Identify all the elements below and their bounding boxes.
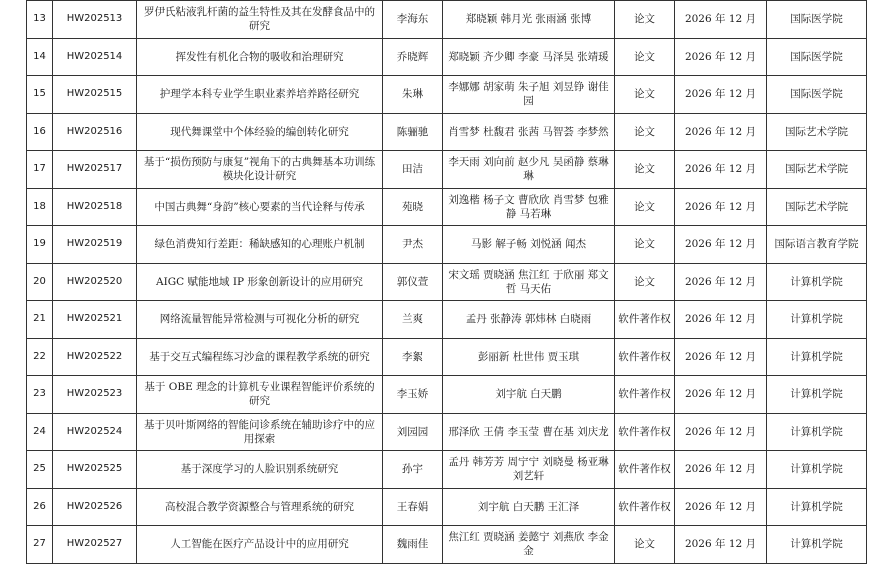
project-leader: 刘园园 xyxy=(383,413,443,451)
project-leader: 陈骊驰 xyxy=(383,113,443,151)
completion-date: 2026 年 12 月 xyxy=(675,526,767,564)
project-leader: 李海东 xyxy=(383,1,443,39)
project-members: 郑晓颖 齐少卿 李豪 马泽昊 张靖瑗 xyxy=(443,38,615,76)
project-members: 刘宇航 白天鹏 王汇泽 xyxy=(443,488,615,526)
row-number: 27 xyxy=(27,526,53,564)
project-code: HW202513 xyxy=(53,1,137,39)
result-type: 论文 xyxy=(615,263,675,301)
completion-date: 2026 年 12 月 xyxy=(675,451,767,489)
college-name: 国际艺术学院 xyxy=(767,188,867,226)
project-code: HW202519 xyxy=(53,226,137,264)
result-type: 论文 xyxy=(615,526,675,564)
project-members: 郑晓颖 韩月光 张雨涵 张博 xyxy=(443,1,615,39)
completion-date: 2026 年 12 月 xyxy=(675,113,767,151)
college-name: 计算机学院 xyxy=(767,301,867,339)
result-type: 软件著作权 xyxy=(615,451,675,489)
project-members: 焦江红 贾晓涵 姜懿宁 刘燕欣 李金金 xyxy=(443,526,615,564)
completion-date: 2026 年 12 月 xyxy=(675,38,767,76)
project-code: HW202514 xyxy=(53,38,137,76)
project-code: HW202522 xyxy=(53,338,137,376)
result-type: 论文 xyxy=(615,113,675,151)
completion-date: 2026 年 12 月 xyxy=(675,76,767,114)
row-number: 23 xyxy=(27,376,53,414)
row-number: 18 xyxy=(27,188,53,226)
row-number: 17 xyxy=(27,151,53,189)
completion-date: 2026 年 12 月 xyxy=(675,488,767,526)
table-row xyxy=(27,526,867,564)
table-row xyxy=(27,113,867,151)
project-members: 孟丹 张静涛 郭炜林 白晓雨 xyxy=(443,301,615,339)
table-row xyxy=(27,226,867,264)
college-name: 国际医学院 xyxy=(767,38,867,76)
table-body xyxy=(27,1,867,564)
result-type: 论文 xyxy=(615,188,675,226)
result-type: 论文 xyxy=(615,38,675,76)
project-title: 护理学本科专业学生职业素养培养路径研究 xyxy=(137,76,383,114)
project-leader: 朱琳 xyxy=(383,76,443,114)
result-type: 软件著作权 xyxy=(615,376,675,414)
completion-date: 2026 年 12 月 xyxy=(675,188,767,226)
project-title: 绿色消费知行差距：稀缺感知的心理账户机制 xyxy=(137,226,383,264)
project-code: HW202518 xyxy=(53,188,137,226)
project-code: HW202521 xyxy=(53,301,137,339)
project-members: 李天雨 刘向前 赵少凡 吴函静 蔡琳琳 xyxy=(443,151,615,189)
row-number: 14 xyxy=(27,38,53,76)
project-title: 罗伊氏粘液乳杆菌的益生特性及其在发酵食品中的研究 xyxy=(137,1,383,39)
project-members: 刘逸楷 杨子文 曹欣欣 肖雪梦 包雅静 马若琳 xyxy=(443,188,615,226)
row-number: 16 xyxy=(27,113,53,151)
project-leader: 乔晓辉 xyxy=(383,38,443,76)
row-number: 25 xyxy=(27,451,53,489)
project-members: 马影 解子畅 刘悦涵 闻杰 xyxy=(443,226,615,264)
table-row xyxy=(27,488,867,526)
result-type: 论文 xyxy=(615,1,675,39)
completion-date: 2026 年 12 月 xyxy=(675,151,767,189)
row-number: 26 xyxy=(27,488,53,526)
college-name: 计算机学院 xyxy=(767,338,867,376)
project-members: 彭丽新 杜世伟 贾玉琪 xyxy=(443,338,615,376)
table-row xyxy=(27,338,867,376)
project-code: HW202523 xyxy=(53,376,137,414)
row-number: 24 xyxy=(27,413,53,451)
project-title: 现代舞课堂中个体经验的编创转化研究 xyxy=(137,113,383,151)
table-row xyxy=(27,451,867,489)
row-number: 21 xyxy=(27,301,53,339)
college-name: 计算机学院 xyxy=(767,451,867,489)
row-number: 22 xyxy=(27,338,53,376)
result-type: 论文 xyxy=(615,76,675,114)
table-row xyxy=(27,188,867,226)
college-name: 计算机学院 xyxy=(767,488,867,526)
result-type: 软件著作权 xyxy=(615,488,675,526)
project-leader: 王春娟 xyxy=(383,488,443,526)
project-table xyxy=(26,0,867,564)
table-row xyxy=(27,301,867,339)
row-number: 19 xyxy=(27,226,53,264)
completion-date: 2026 年 12 月 xyxy=(675,301,767,339)
college-name: 国际语言教育学院 xyxy=(767,226,867,264)
row-number: 13 xyxy=(27,1,53,39)
project-title: 高校混合教学资源整合与管理系统的研究 xyxy=(137,488,383,526)
project-title: 网络流量智能异常检测与可视化分析的研究 xyxy=(137,301,383,339)
result-type: 软件著作权 xyxy=(615,413,675,451)
project-leader: 李玉娇 xyxy=(383,376,443,414)
project-code: HW202524 xyxy=(53,413,137,451)
project-title: 基于交互式编程练习沙盒的课程教学系统的研究 xyxy=(137,338,383,376)
project-title: 基于 OBE 理念的计算机专业课程智能评价系统的研究 xyxy=(137,376,383,414)
college-name: 国际医学院 xyxy=(767,1,867,39)
project-members: 刘宇航 白天鹏 xyxy=(443,376,615,414)
completion-date: 2026 年 12 月 xyxy=(675,376,767,414)
table-row xyxy=(27,38,867,76)
result-type: 论文 xyxy=(615,226,675,264)
table-row xyxy=(27,413,867,451)
row-number: 15 xyxy=(27,76,53,114)
project-leader: 尹杰 xyxy=(383,226,443,264)
project-code: HW202525 xyxy=(53,451,137,489)
completion-date: 2026 年 12 月 xyxy=(675,263,767,301)
project-code: HW202526 xyxy=(53,488,137,526)
project-leader: 魏雨佳 xyxy=(383,526,443,564)
college-name: 计算机学院 xyxy=(767,376,867,414)
result-type: 论文 xyxy=(615,151,675,189)
project-title: 挥发性有机化合物的吸收和治理研究 xyxy=(137,38,383,76)
project-title: 人工智能在医疗产品设计中的应用研究 xyxy=(137,526,383,564)
completion-date: 2026 年 12 月 xyxy=(675,413,767,451)
college-name: 国际艺术学院 xyxy=(767,151,867,189)
project-code: HW202516 xyxy=(53,113,137,151)
table-row xyxy=(27,376,867,414)
row-number: 20 xyxy=(27,263,53,301)
project-title: 基于贝叶斯网络的智能问诊系统在辅助诊疗中的应用探索 xyxy=(137,413,383,451)
project-title: AIGC 赋能地域 IP 形象创新设计的应用研究 xyxy=(137,263,383,301)
project-title: 中国古典舞“身韵”核心要素的当代诠释与传承 xyxy=(137,188,383,226)
completion-date: 2026 年 12 月 xyxy=(675,1,767,39)
project-members: 李娜娜 胡家萌 朱子旭 刘昱铮 谢佳园 xyxy=(443,76,615,114)
project-title: 基于深度学习的人脸识别系统研究 xyxy=(137,451,383,489)
table-row xyxy=(27,76,867,114)
table-row xyxy=(27,1,867,39)
project-members: 宋文瑶 贾晓涵 焦江红 于欣丽 郑文哲 马天佑 xyxy=(443,263,615,301)
college-name: 计算机学院 xyxy=(767,263,867,301)
table-row xyxy=(27,263,867,301)
college-name: 国际医学院 xyxy=(767,76,867,114)
college-name: 国际艺术学院 xyxy=(767,113,867,151)
project-leader: 田洁 xyxy=(383,151,443,189)
project-leader: 李絮 xyxy=(383,338,443,376)
completion-date: 2026 年 12 月 xyxy=(675,338,767,376)
project-leader: 兰爽 xyxy=(383,301,443,339)
project-leader: 孙宇 xyxy=(383,451,443,489)
table-row xyxy=(27,151,867,189)
project-members: 肖雪梦 杜馥君 张茜 马智荟 李梦然 xyxy=(443,113,615,151)
result-type: 软件著作权 xyxy=(615,338,675,376)
project-members: 孟丹 韩芳芳 周宁宁 刘晓曼 杨亚琳 刘艺轩 xyxy=(443,451,615,489)
project-code: HW202520 xyxy=(53,263,137,301)
project-code: HW202515 xyxy=(53,76,137,114)
project-leader: 郭仪萱 xyxy=(383,263,443,301)
completion-date: 2026 年 12 月 xyxy=(675,226,767,264)
project-title: 基于“损伤预防与康复”视角下的古典舞基本功训练模块化设计研究 xyxy=(137,151,383,189)
project-leader: 苑晓 xyxy=(383,188,443,226)
project-members: 邢泽欣 王倩 李玉莹 曹在基 刘庆龙 xyxy=(443,413,615,451)
college-name: 计算机学院 xyxy=(767,526,867,564)
project-code: HW202527 xyxy=(53,526,137,564)
project-code: HW202517 xyxy=(53,151,137,189)
result-type: 软件著作权 xyxy=(615,301,675,339)
college-name: 计算机学院 xyxy=(767,413,867,451)
